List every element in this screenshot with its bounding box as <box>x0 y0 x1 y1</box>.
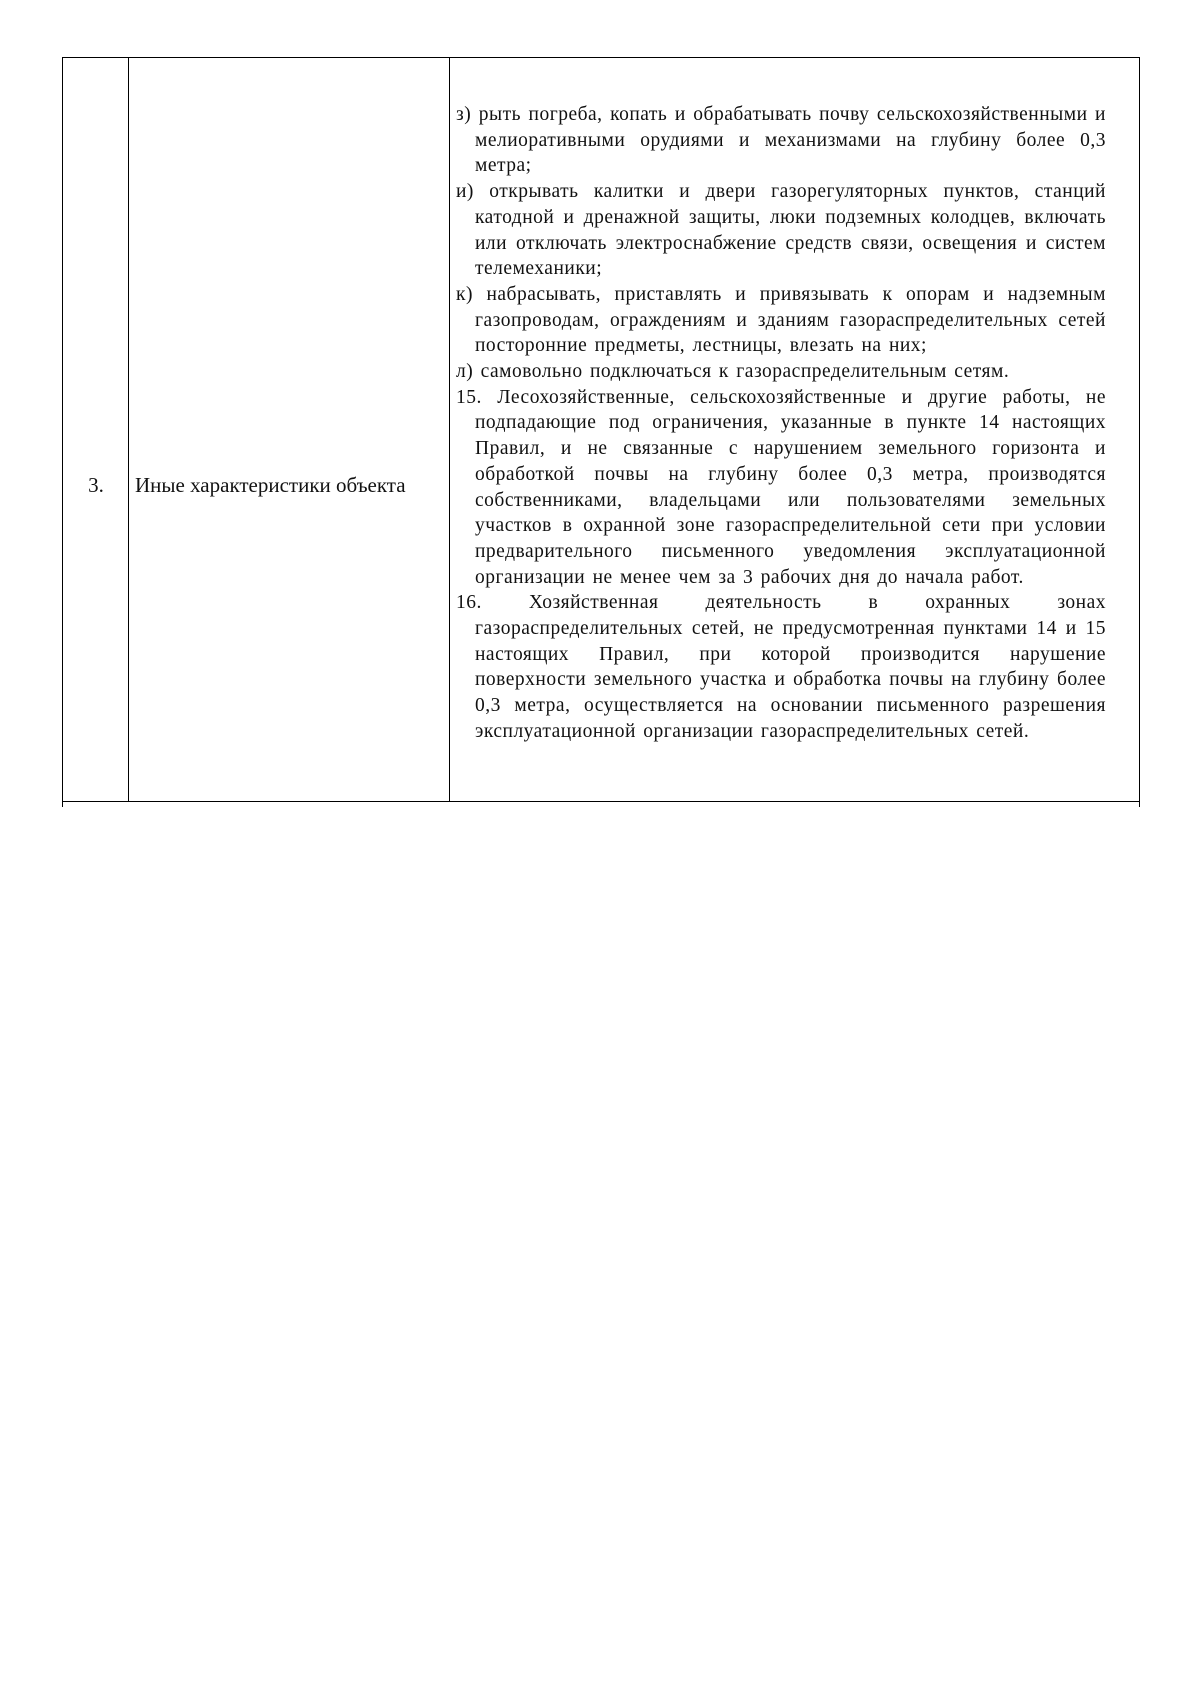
table-border-tick <box>1139 801 1140 807</box>
table-bottom-border <box>62 801 1140 802</box>
row-number-cell <box>63 58 129 801</box>
row-name-cell <box>129 58 450 801</box>
list-item: з) рыть погреба, копать и обрабатывать почву сельскохозяйственными и мелиоративными орудиями и механизмами на глубину более 0,3 метра; <box>456 104 1106 177</box>
row-content-cell <box>450 58 1139 801</box>
list-item: 15. Лесохозяйственные, сельскохозяйственные и другие работы, не подпадающие под ограничения, указанные в пункте 14 настоящих Правил, и не связанные с нарушением земельного горизонта и обработкой почвы на глубину более 0,3 метра, производятся собственниками, владельцами или пользователями земельных участков в охранной зоне газораспределительной сети при условии предварительного письменного уведомления эксплуатационной организации не менее чем за 3 рабочих дня до начала работ. <box>456 386 1106 588</box>
row-name: Иные характеристики объекта <box>135 473 406 497</box>
row-number: 3. <box>88 473 104 497</box>
table-border-tick <box>62 801 63 807</box>
list-item: и) открывать калитки и двери газорегуляторных пунктов, станций катодной и дренажной защиты, люки подземных колодцев, включать или отключать электроснабжение средств связи, освещения и систем телемеханики; <box>456 181 1106 280</box>
list-item: к) набрасывать, приставлять и привязывать к опорам и надземным газопроводам, ограждениям и зданиям газораспределительных сетей посторонние предметы, лестницы, влезать на них; <box>456 283 1106 357</box>
list-item: 16. Хозяйственная деятельность в охранных зонах газораспределительных сетей, не предусмотренная пунктами 14 и 15 настоящих Правил, при которой производится нарушение поверхности земельного участка и обработка почвы на глубину более 0,3 метра, осуществляется на основании письменного разрешения эксплуатационной организации газораспределительных сетей. <box>456 592 1106 742</box>
restrictions-text <box>456 102 1106 745</box>
list-item: л) самовольно подключаться к газораспределительным сетям. <box>456 361 1010 383</box>
characteristics-table <box>62 57 1140 801</box>
